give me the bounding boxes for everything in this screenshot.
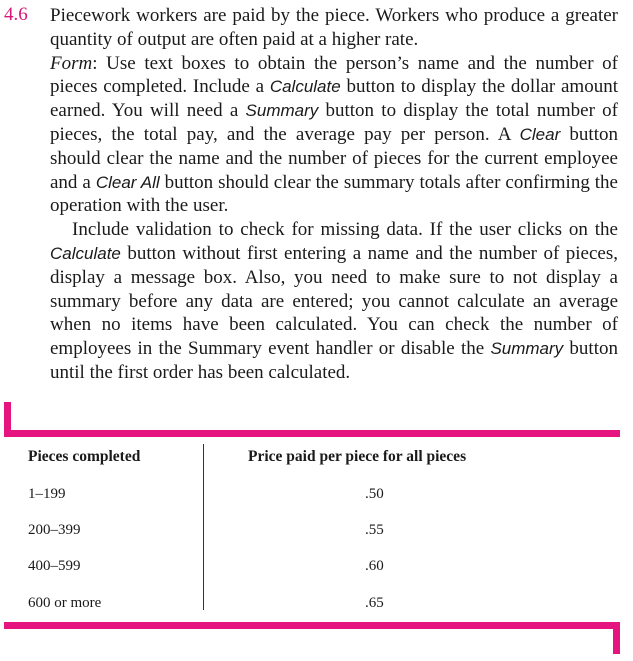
table-row-4-pieces: 600 or more	[28, 595, 102, 611]
header-pieces: Pieces completed	[28, 448, 141, 465]
text-run: button to display the total number of pieces, the total pay, and the average pay per person. A	[50, 100, 618, 145]
exercise-text	[50, 4, 618, 385]
table-row-1-pieces: 1–199	[28, 486, 66, 502]
top-rule	[4, 430, 620, 437]
table-row-3-pieces: 400–599	[28, 558, 81, 574]
calculate-button-ref: Calculate	[50, 243, 121, 263]
clear-button-ref: Clear	[519, 124, 561, 144]
column-divider	[203, 444, 204, 610]
clear-all-button-ref: Clear All	[95, 172, 160, 192]
form-label: Form	[50, 52, 93, 74]
text-run: button until the first order has been calculated.	[50, 338, 618, 383]
text-run: button should clear the summary totals after confirming the operation with the user.	[50, 171, 618, 217]
bottom-rule	[4, 622, 620, 629]
header-price: Price paid per piece for all pieces	[248, 448, 467, 465]
intro-paragraph: Piecework workers are paid by the piece. Workers who produce a greater quantity of output are often paid at a higher rate.	[50, 5, 618, 50]
text-run: button to display the dollar amount earned. You will need a	[50, 76, 618, 122]
calculate-button-ref: Calculate	[269, 77, 341, 97]
form-paragraph	[50, 52, 618, 219]
exercise-number: 4.6	[4, 4, 28, 25]
text-run: button without first entering a name and the number of pieces, display a message box. Also, you need to make sure to not display a summary before any data are entered; you cannot calculate an average when no items have been calculated. You can check the number of employees in the Summary event handler or disable the	[50, 242, 618, 360]
table-row-4-price: .65	[365, 595, 384, 611]
validation-paragraph	[50, 218, 618, 385]
summary-button-ref: Summary	[245, 101, 319, 121]
text-run: Include validation to check for missing data. If the user clicks on the	[72, 219, 618, 241]
table-row-3-price: .60	[365, 558, 384, 574]
bottom-right-corner-vertical	[613, 622, 620, 654]
table-row-1-price: .50	[365, 486, 384, 502]
summary-button-ref: Summary	[490, 339, 564, 359]
table-row-2-pieces: 200–399	[28, 522, 81, 538]
table-row-2-price: .55	[365, 522, 384, 538]
text-run: button should clear the name and the number of pieces for the current employee and a	[50, 123, 618, 193]
text-run: : Use text boxes to obtain the person’s name and the number of pieces completed. Include a	[50, 52, 618, 98]
